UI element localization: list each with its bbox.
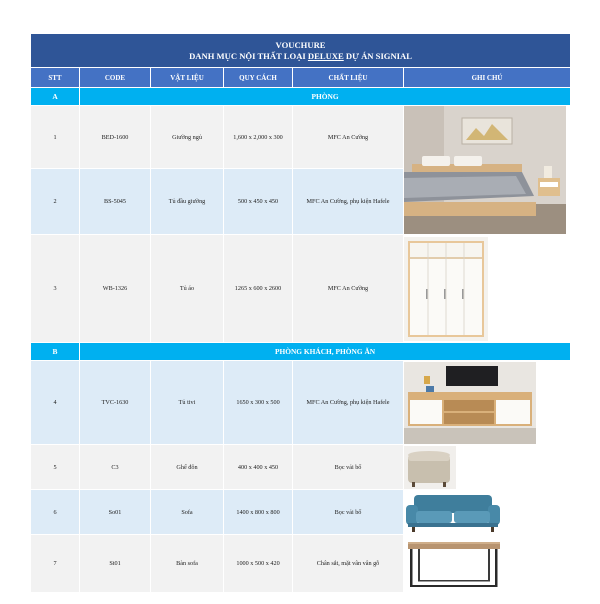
cell-stt: 4 xyxy=(31,361,80,445)
table-row xyxy=(31,361,571,445)
sofa-image xyxy=(404,491,502,534)
document-title xyxy=(31,34,571,68)
cell-stt: 1 xyxy=(31,106,80,169)
cell-code: BED-1600 xyxy=(80,106,151,169)
section-name: PHÒNG xyxy=(80,88,571,106)
cell-code: TVC-1630 xyxy=(80,361,151,445)
company-name: VOUCHURE xyxy=(275,39,326,50)
cell-item: Bàn sofa xyxy=(151,535,224,593)
cell-size: 1650 x 300 x 500 xyxy=(224,361,293,445)
col-header-material: CHẤT LIỆU xyxy=(293,68,404,88)
table-row xyxy=(31,490,571,535)
cell-stt: 2 xyxy=(31,169,80,235)
col-header-notes: GHI CHÚ xyxy=(404,68,571,88)
table-row xyxy=(31,235,571,343)
section-id: A xyxy=(31,88,80,106)
cell-stt: 7 xyxy=(31,535,80,593)
title-row xyxy=(31,34,571,68)
cell-material: Bọc vải bố xyxy=(293,445,404,490)
col-header-code: CODE xyxy=(80,68,151,88)
col-header-item: VẬT LIỆU xyxy=(151,68,224,88)
cell-size: 1400 x 800 x 800 xyxy=(224,490,293,535)
tv-cabinet-image xyxy=(404,362,536,444)
cell-item: Giường ngủ xyxy=(151,106,224,169)
table-row xyxy=(31,535,571,593)
cell-notes xyxy=(404,490,571,535)
cell-material: MFC An Cường, phụ kiện Hafele xyxy=(293,169,404,235)
cell-material: Chân sắt, mặt vân vân gỗ xyxy=(293,535,404,593)
section-row-b xyxy=(31,343,571,361)
cell-code: C3 xyxy=(80,445,151,490)
title-emphasis: DELUXE xyxy=(307,50,344,61)
furniture-catalog-sheet xyxy=(30,33,570,593)
cell-code: St01 xyxy=(80,535,151,593)
column-header-row xyxy=(31,68,571,88)
cell-code: So01 xyxy=(80,490,151,535)
cell-notes xyxy=(404,445,571,490)
cell-code: WB-1326 xyxy=(80,235,151,343)
cell-notes xyxy=(404,361,571,445)
cell-stt: 6 xyxy=(31,490,80,535)
cell-size: 400 x 400 x 450 xyxy=(224,445,293,490)
cell-material: MFC An Cường, phụ kiện Hafele xyxy=(293,361,404,445)
furniture-table xyxy=(30,33,571,593)
cell-notes xyxy=(404,106,571,235)
cell-code: BS-5045 xyxy=(80,169,151,235)
cell-item: Tủ tivi xyxy=(151,361,224,445)
cell-material: Bọc vải bố xyxy=(293,490,404,535)
cell-notes xyxy=(404,235,571,343)
section-row-a xyxy=(31,88,571,106)
cell-size: 1000 x 500 x 420 xyxy=(224,535,293,593)
section-id: B xyxy=(31,343,80,361)
table-row xyxy=(31,445,571,490)
col-header-size: QUY CÁCH xyxy=(224,68,293,88)
col-header-stt: STT xyxy=(31,68,80,88)
coffee-table-image xyxy=(404,536,504,592)
cell-item: Tủ áo xyxy=(151,235,224,343)
catalog-title: DANH MỤC NỘI THẤT LOẠI DELUXE DỰ ÁN SIGNIAL xyxy=(189,50,412,61)
cell-item: Ghế đôn xyxy=(151,445,224,490)
cell-size: 1265 x 600 x 2600 xyxy=(224,235,293,343)
cell-notes xyxy=(404,535,571,593)
cell-item: Sofa xyxy=(151,490,224,535)
cell-stt: 3 xyxy=(31,235,80,343)
ottoman-image xyxy=(404,446,456,489)
bedroom-set-image xyxy=(404,106,566,234)
section-name: PHÒNG KHÁCH, PHÒNG ĂN xyxy=(80,343,571,361)
cell-size: 1,600 x 2,000 x 300 xyxy=(224,106,293,169)
cell-size: 500 x 450 x 450 xyxy=(224,169,293,235)
cell-item: Tủ đầu giường xyxy=(151,169,224,235)
wardrobe-image xyxy=(404,237,488,341)
cell-material: MFC An Cường xyxy=(293,235,404,343)
cell-stt: 5 xyxy=(31,445,80,490)
table-row xyxy=(31,106,571,169)
cell-material: MFC An Cường xyxy=(293,106,404,169)
